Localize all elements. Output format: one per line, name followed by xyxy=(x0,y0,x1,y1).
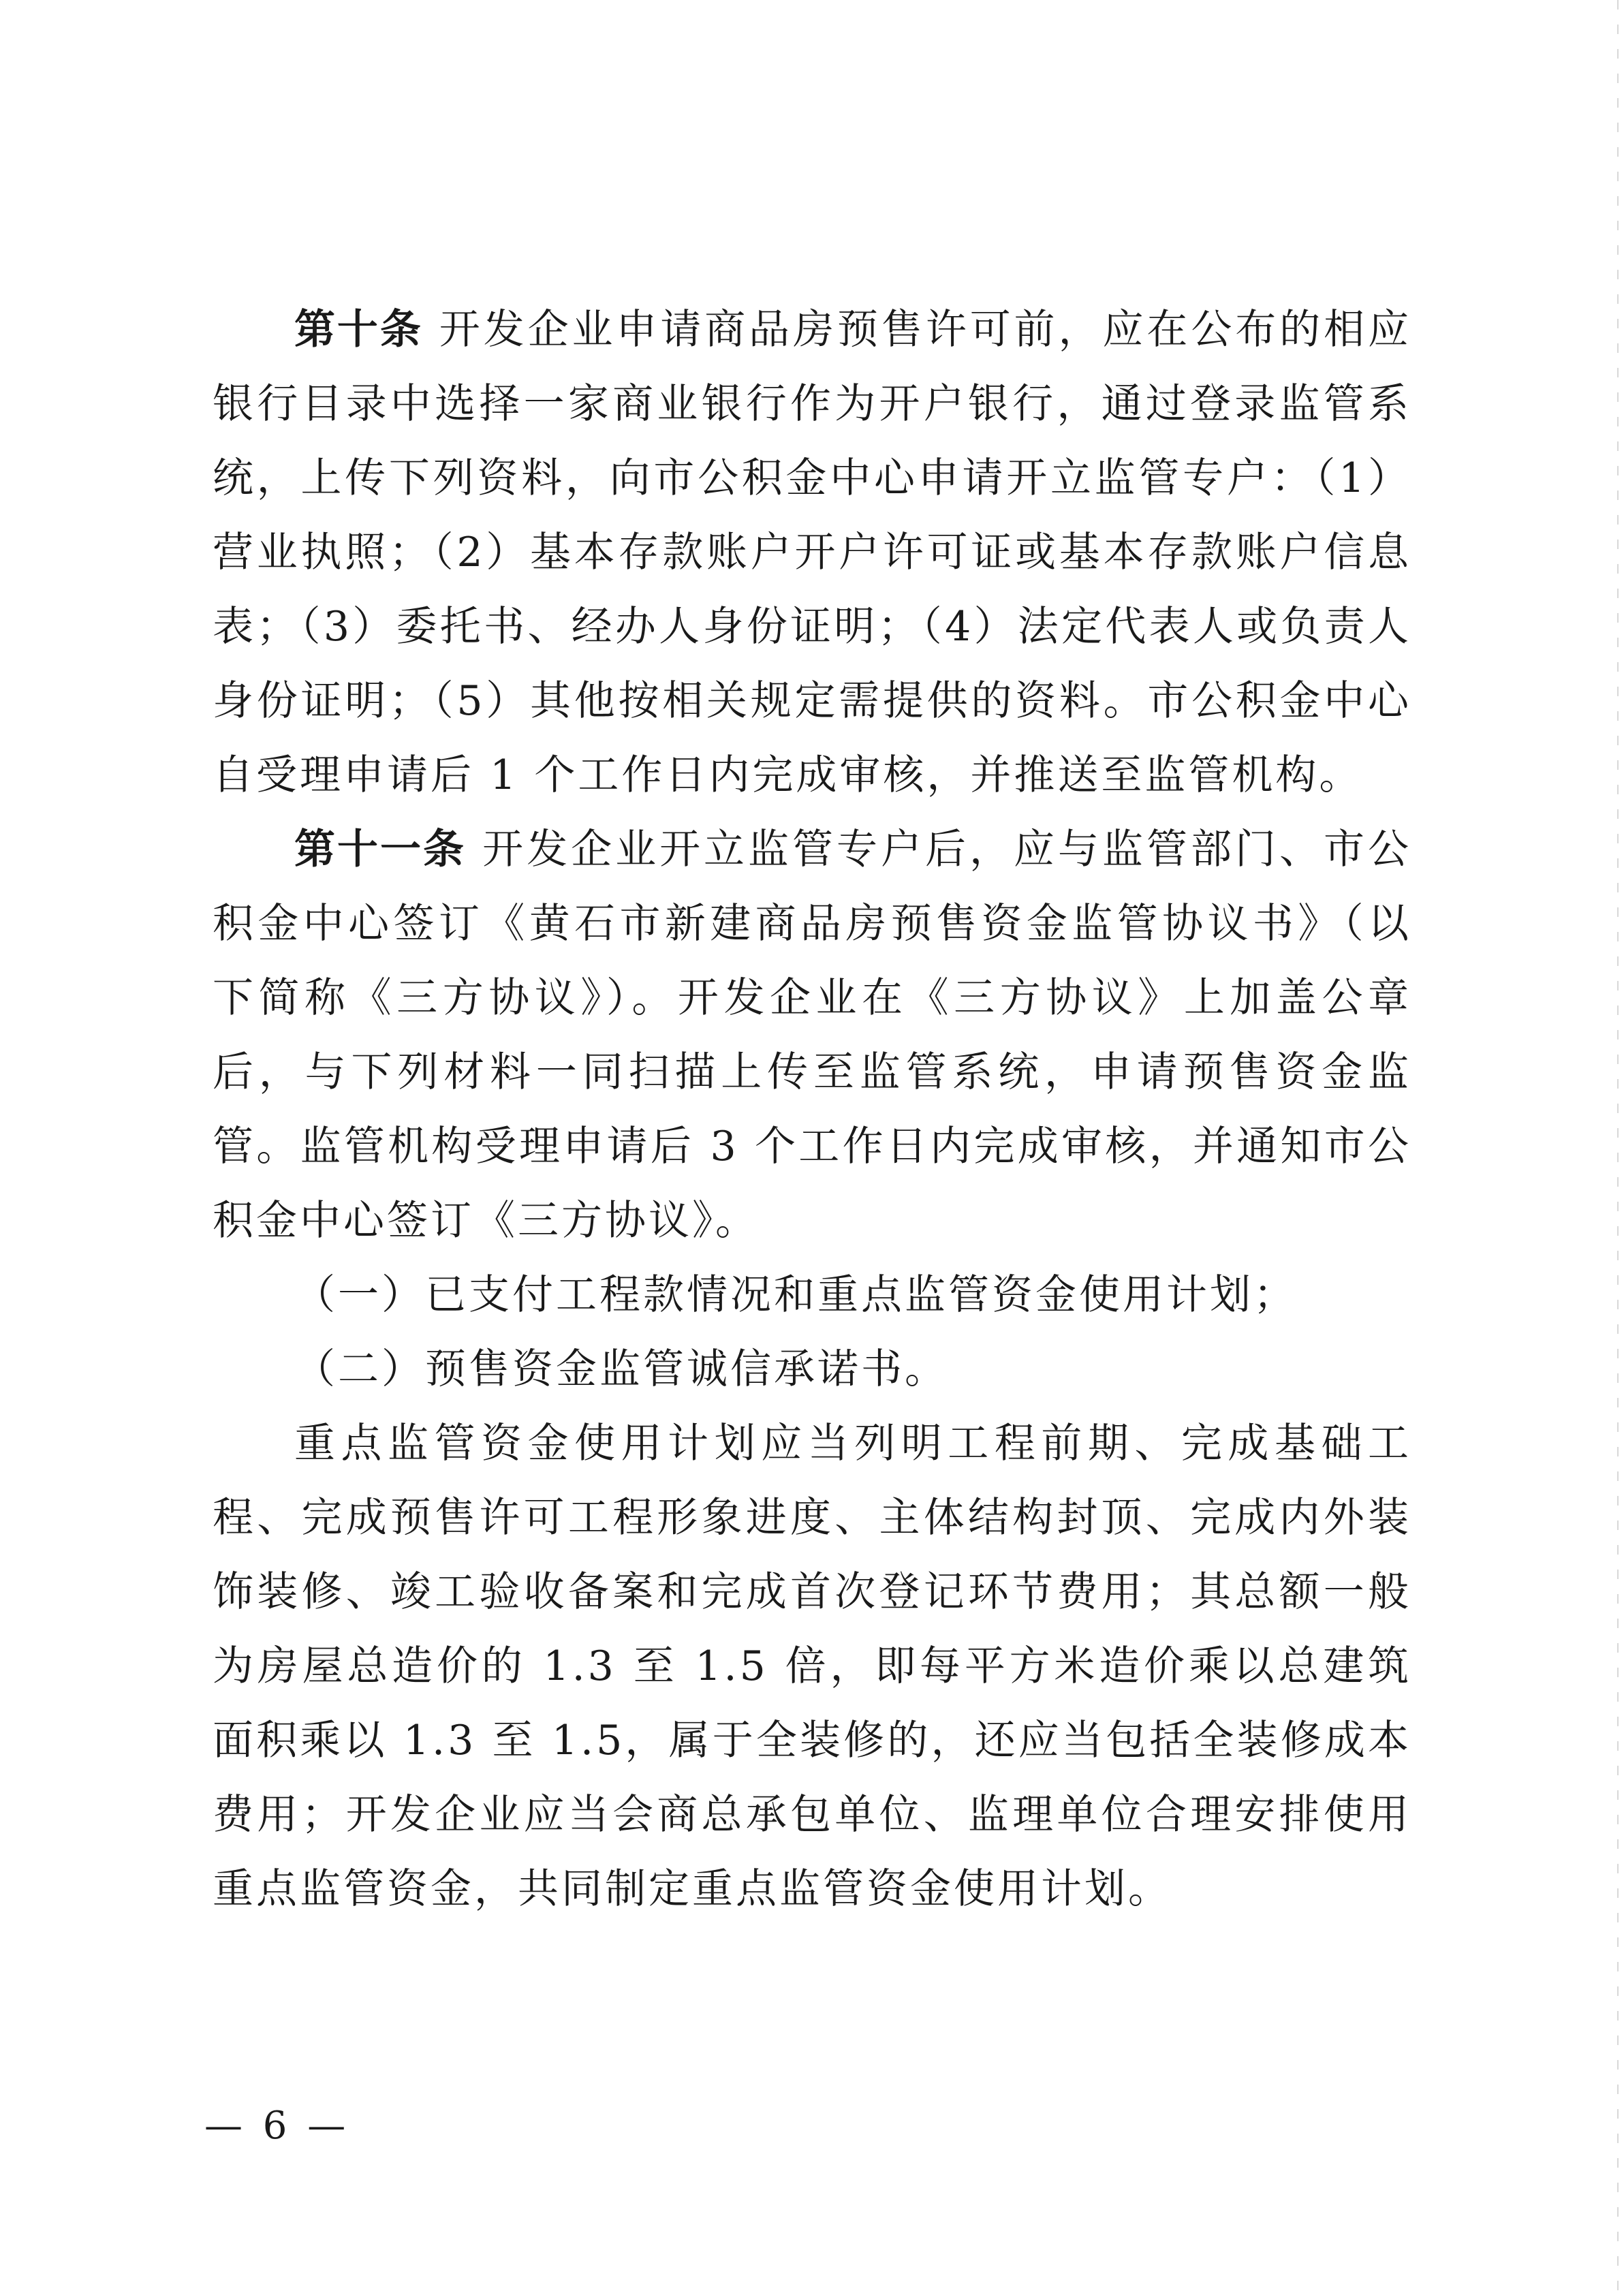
article-11-heading: 第十一条 xyxy=(294,826,466,873)
article-11-item-2: （二）预售资金监管诚信承诺书。 xyxy=(294,1345,948,1393)
article-10-heading: 第十条 xyxy=(294,306,423,354)
article-11-item-1: （一）已支付工程款情况和重点监管资金使用计划； xyxy=(294,1271,1297,1319)
article-11-text: 开发企业开立监管专户后，应与监管部门、市公积金中心签订《黄石市新建商品房预售资金监管协议书》（以下简称《三方协议》）。开发企业在《三方协议》上加盖公章后，与下列材料一同扫描上传至监管系统，申请预售资金监管。监管机构受理申请后 3 个工作日内完成审核，并通知市公积金中心签订《三方协议》。 xyxy=(213,826,1412,1245)
fund-plan-paragraph: 重点监管资金使用计划应当列明工程前期、完成基础工程、完成预售许可工程形象进度、主体结构封顶、完成内外装饰装修、竣工验收备案和完成首次登记环节费用；其总额一般为房屋总造价的 1.3 至 1.5 倍，即每平方米造价乘以总建筑面积乘以 1.3 至 1.5，属于全装修的，还应当包括全装修成本费用；开发企业应当会商总承包单位、监理单位合理安排使用重点监管资金，共同制定重点监管资金使用计划。 xyxy=(213,1420,1411,1913)
article-10-paragraph xyxy=(213,293,1411,813)
page-number: — 6 — xyxy=(204,2104,350,2148)
article-11-paragraph xyxy=(213,813,1411,1258)
document-body xyxy=(213,293,1411,1927)
scan-edge-line xyxy=(1617,0,1619,2293)
article-10-text: 开发企业申请商品房预售许可前，应在公布的相应银行目录中选择一家商业银行作为开户银行，通过登录监管系统，上传下列资料，向市公积金中心申请开立监管专户：（1）营业执照；（2）基本存款账户开户许可证或基本存款账户信息表；（3）委托书、经办人身份证明；（4）法定代表人或负责人身份证明；（5）其他按相关规定需提供的资料。市公积金中心自受理申请后 1 个工作日内完成审核，并推送至监管机构。 xyxy=(213,306,1412,799)
